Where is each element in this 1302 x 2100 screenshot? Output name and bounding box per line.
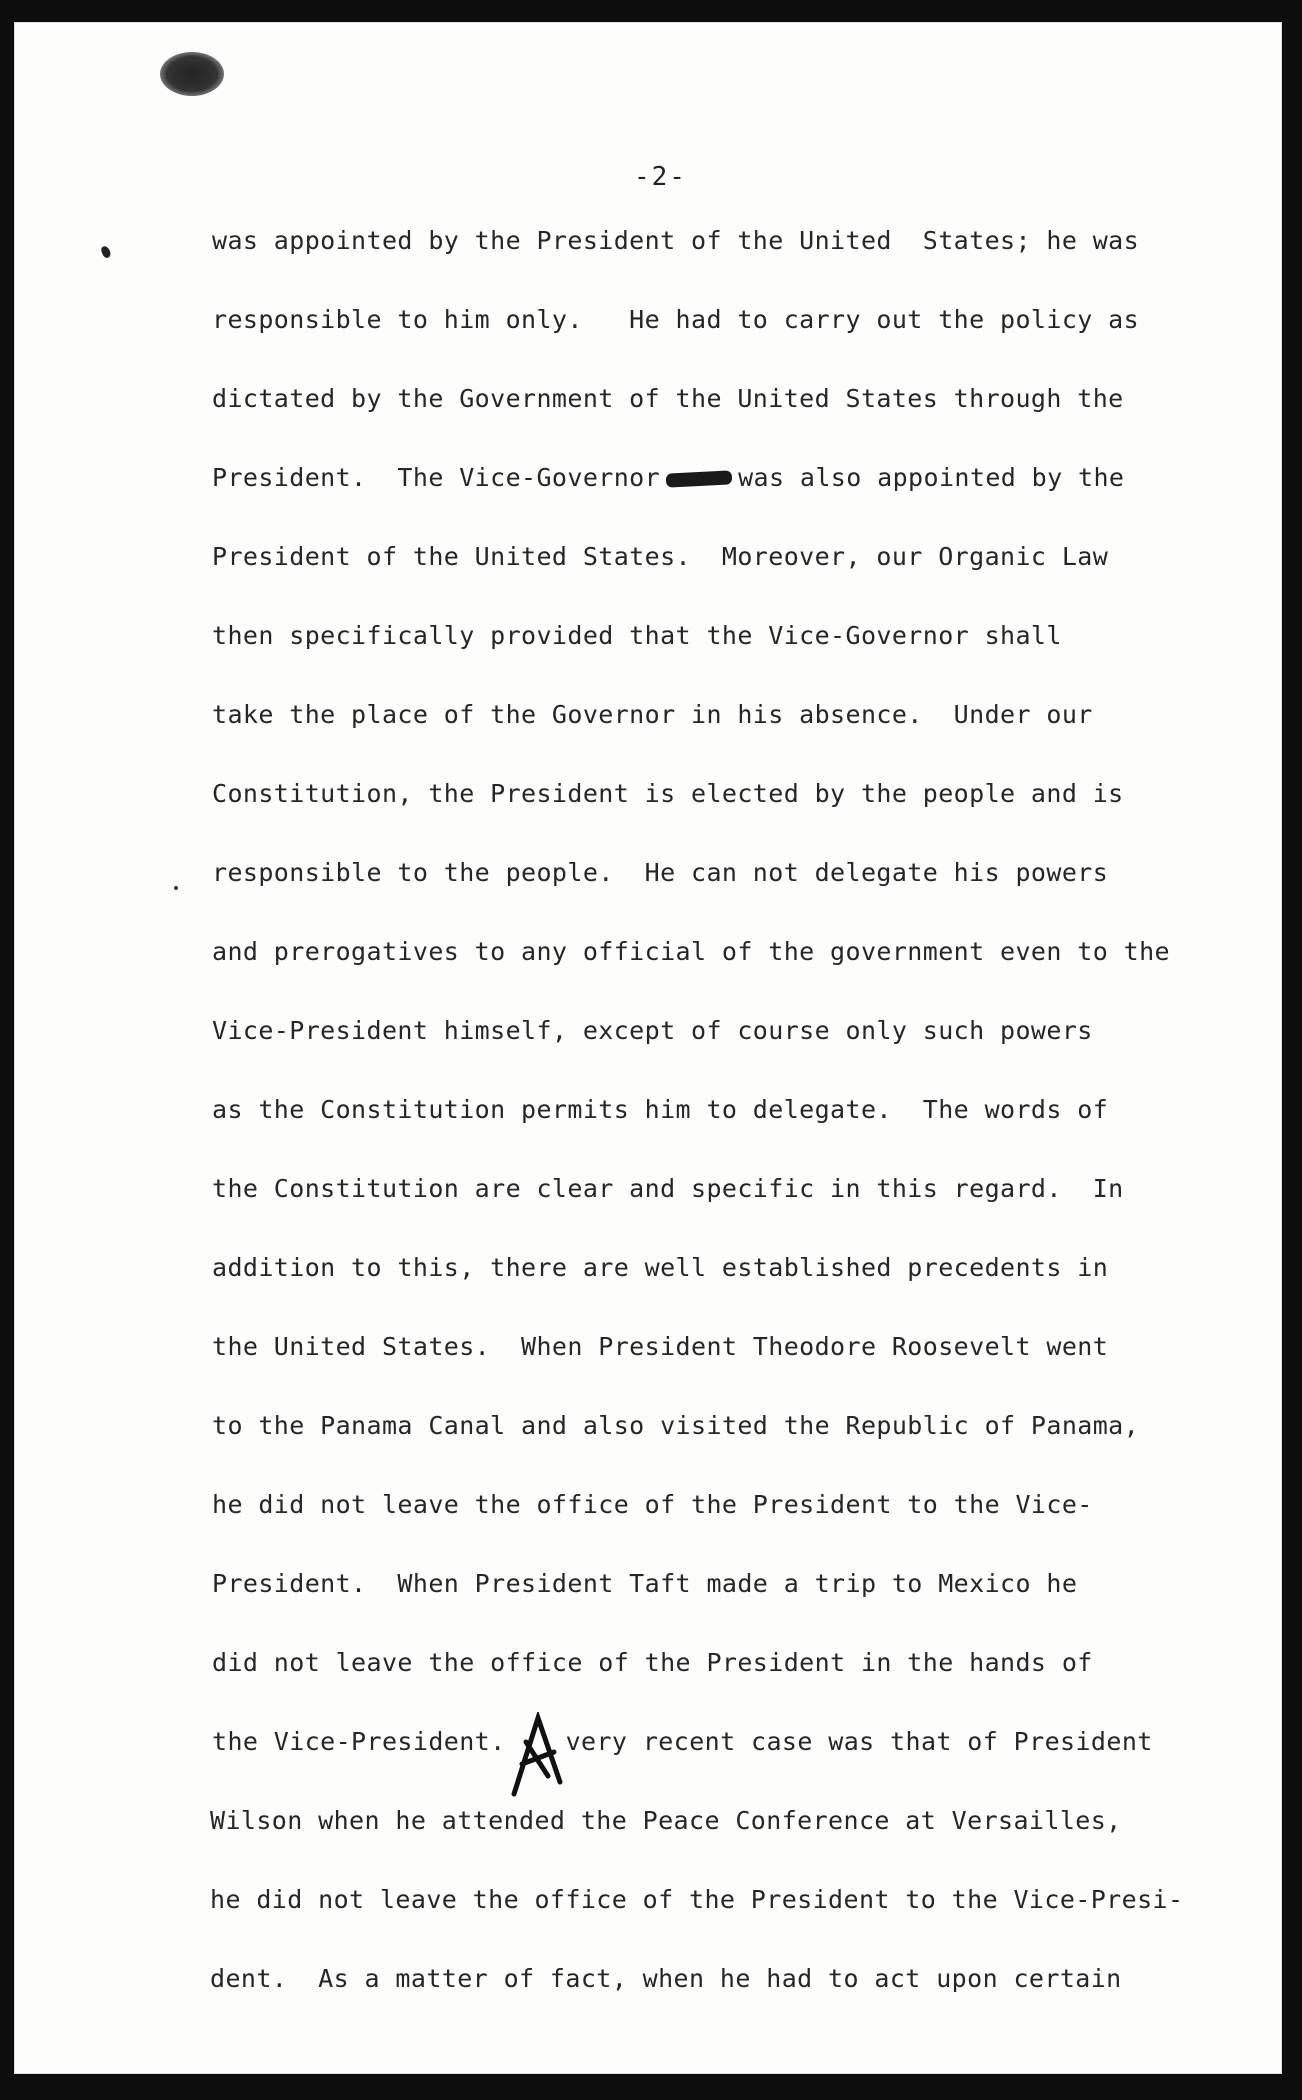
text-line: the United States. When President Theodore Roosevelt went <box>212 1332 1109 1361</box>
scan-border-right <box>1282 0 1302 2100</box>
scan-border-top <box>0 0 1302 22</box>
text-segment: President. The Vice-Governor <box>212 463 661 492</box>
scan-border-bottom <box>0 2074 1302 2100</box>
ink-speck <box>174 886 178 890</box>
ink-speck <box>100 245 112 259</box>
text-line: he did not leave the office of the President to the Vice- <box>212 1490 1093 1519</box>
text-line: President. When President Taft made a trip to Mexico he <box>212 1569 1078 1598</box>
text-line <box>212 1727 1153 1757</box>
text-line: Vice-President himself, except of course only such powers <box>212 1016 1093 1045</box>
text-line: and prerogatives to any official of the government even to the <box>212 937 1170 966</box>
text-line: addition to this, there are well established precedents in <box>212 1253 1109 1282</box>
text-line: was appointed by the President of the United States; he was <box>212 226 1140 255</box>
text-segment: was also appointed by the <box>738 463 1125 492</box>
text-line: responsible to him only. He had to carry out the policy as <box>212 305 1140 334</box>
redaction-mark <box>666 470 733 487</box>
text-line: responsible to the people. He can not delegate his powers <box>212 858 1109 887</box>
ink-blot <box>160 52 224 96</box>
text-line: President of the United States. Moreover, our Organic Law <box>212 542 1109 571</box>
text-line: to the Panama Canal and also visited the Republic of Panama, <box>212 1411 1140 1440</box>
text-line: dictated by the Government of the United States through the <box>212 384 1124 413</box>
text-line: he did not leave the office of the President to the Vice-Presi- <box>210 1885 1184 1914</box>
text-line: then specifically provided that the Vice-Governor shall <box>212 621 1062 650</box>
text-segment: the Vice-President. <box>212 1727 506 1756</box>
text-line <box>212 463 1124 493</box>
scan-border-left <box>0 0 14 2100</box>
text-line: the Constitution are clear and specific in this regard. In <box>212 1174 1124 1203</box>
text-line: take the place of the Governor in his absence. Under our <box>212 700 1093 729</box>
text-segment: very recent case was that of President <box>565 1727 1153 1756</box>
text-line: Wilson when he attended the Peace Conference at Versailles, <box>210 1806 1122 1835</box>
document-page <box>14 22 1282 2074</box>
handwritten-a-mark <box>508 1712 568 1798</box>
text-line: did not leave the office of the President in the hands of <box>212 1648 1093 1677</box>
text-line: as the Constitution permits him to delegate. The words of <box>212 1095 1109 1124</box>
text-line: Constitution, the President is elected by the people and is <box>212 779 1124 808</box>
text-line: dent. As a matter of fact, when he had to act upon certain <box>210 1964 1122 1993</box>
page-number: -2- <box>634 162 687 192</box>
